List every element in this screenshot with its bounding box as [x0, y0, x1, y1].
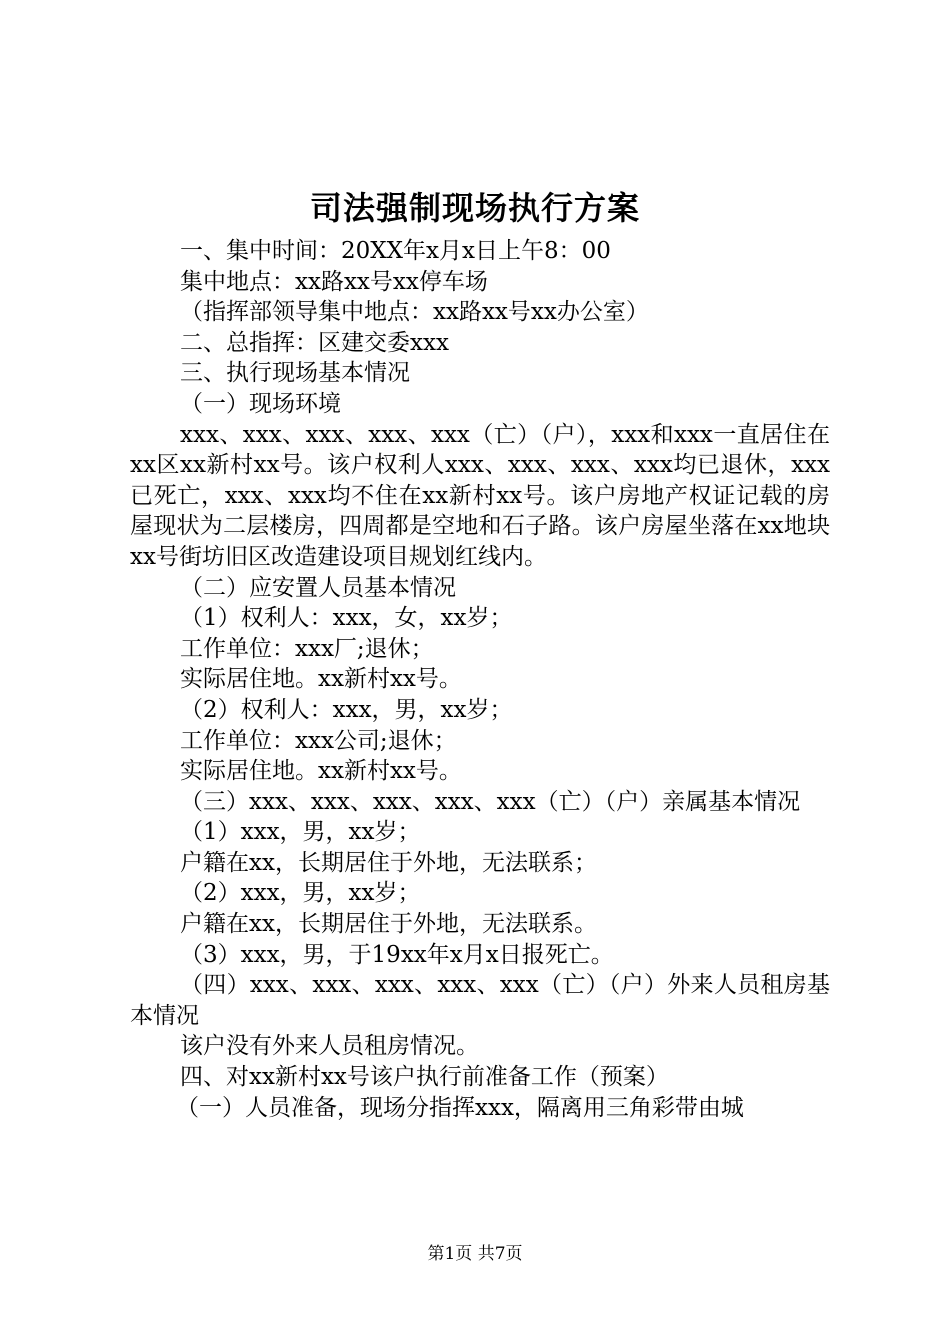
document-title: 司法强制现场执行方案: [309, 189, 640, 227]
paragraph: 户籍在xx，长期居住于外地，无法联系。: [180, 911, 597, 938]
paragraph: （3）xxx，男，于19xx年x月x日报死亡。: [180, 941, 614, 968]
document-body: [130, 236, 830, 1123]
paragraph: 实际居住地。xx新村xx号。: [180, 758, 462, 785]
paragraph: （一）人员准备，现场分指挥xxx，隔离用三角彩带由城: [176, 1094, 744, 1121]
paragraph: 二、总指挥：区建交委xxx: [180, 329, 449, 356]
paragraph: 一、集中时间：20XX年x月x日上午8：00: [180, 238, 611, 264]
paragraph: 户籍在xx，长期居住于外地，无法联系；: [180, 849, 597, 876]
paragraph: 集中地点：xx路xx号xx停车场: [180, 268, 488, 295]
paragraph: （1）xxx，男，xx岁；: [180, 819, 421, 846]
paragraph: 工作单位：xxx厂;退休；: [180, 635, 434, 662]
paragraph: （一）现场环境: [180, 390, 341, 417]
paragraph: 工作单位：xxx公司;退休；: [180, 727, 457, 754]
paragraph: 实际居住地。xx新村xx号。: [180, 666, 462, 693]
paragraph: xxx、xxx、xxx、xxx、xxx（亡）（户），xxx和xxx一直居住在xx区xx新村xx号。该户权利人xxx、xxx、xxx、xxx均已退休，xxx已死亡，xxx、xxx均不住在xx新村xx号。该户房地产权证记载的房屋现状为二层楼房，四周都是空地和石子路。该户房屋坐落在xx地块xx号街坊旧区改造建设项目规划红线内。: [130, 421, 830, 570]
paragraph: 四、对xx新村xx号该户执行前准备工作（预案）: [180, 1064, 669, 1091]
paragraph: （指挥部领导集中地点：xx路xx号xx办公室）: [180, 299, 649, 326]
paragraph: （2）xxx，男，xx岁；: [180, 880, 421, 907]
paragraph: （二）应安置人员基本情况: [180, 574, 456, 601]
paragraph: （2）权利人：xxx，男，xx岁；: [180, 696, 513, 723]
paragraph: 三、执行现场基本情况: [180, 360, 410, 387]
paragraph: （四）xxx、xxx、xxx、xxx、xxx（亡）（户）外来人员租房基本情况: [130, 972, 830, 1029]
paragraph: （1）权利人：xxx，女，xx岁；: [180, 605, 513, 632]
paragraph: （三）xxx、xxx、xxx、xxx、xxx（亡）（户）亲属基本情况: [180, 788, 801, 815]
page-footer: 第1页 共7页: [427, 1244, 523, 1264]
paragraph: 该户没有外来人员租房情况。: [180, 1033, 479, 1060]
